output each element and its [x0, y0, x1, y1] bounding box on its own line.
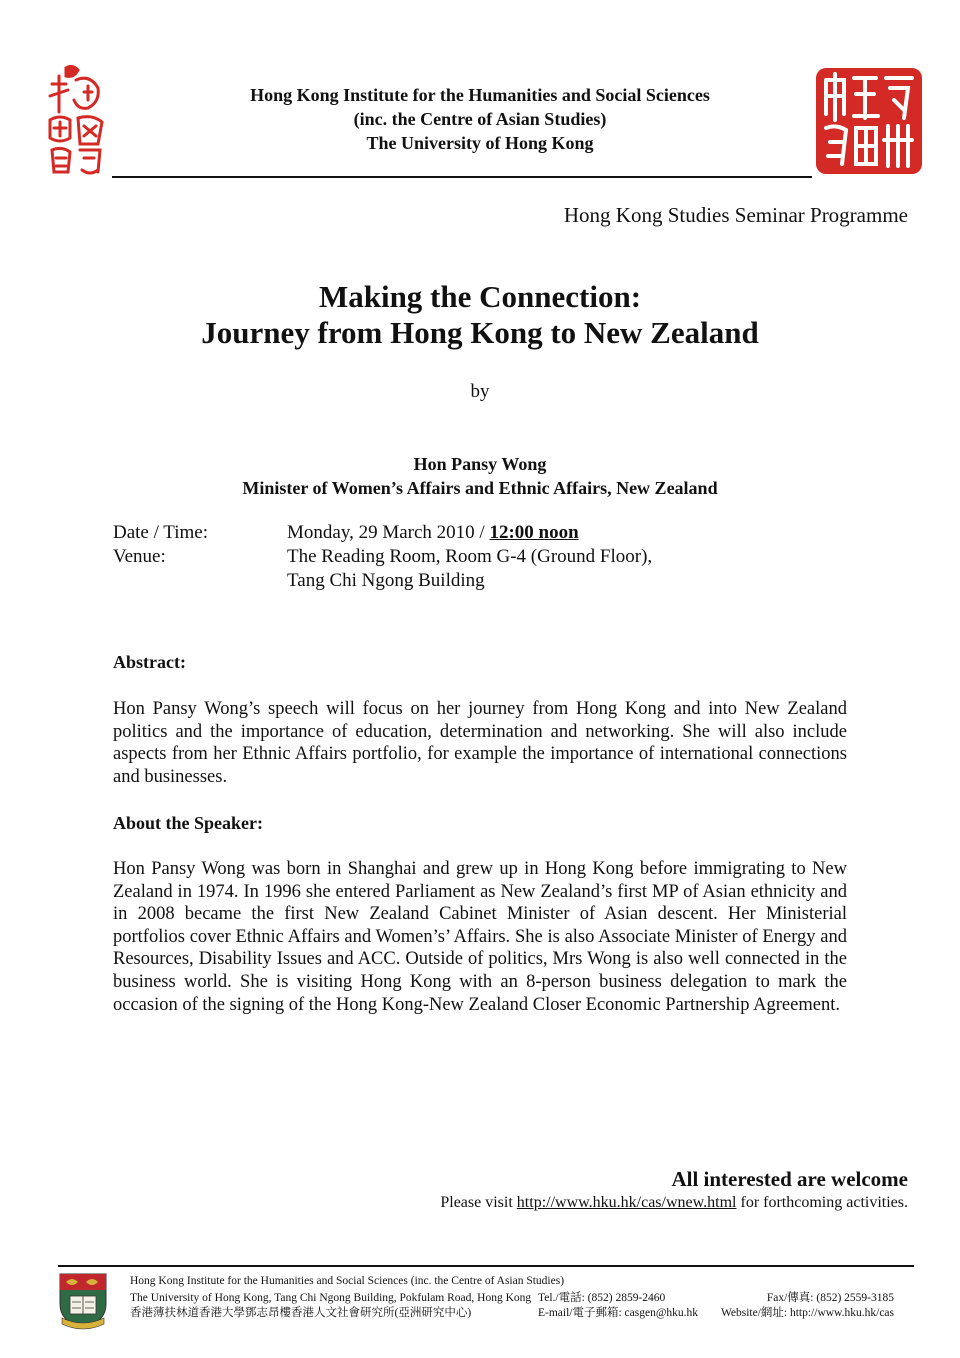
- activities-link[interactable]: http://www.hku.hk/cas/wnew.html: [516, 1194, 737, 1211]
- date-value: [287, 521, 579, 545]
- welcome-text: All interested are welcome: [671, 1167, 908, 1191]
- about-heading: About the Speaker:: [113, 813, 264, 833]
- footer-divider: [58, 1265, 914, 1267]
- footer-fax: Fax/傳真: (852) 2559-3185: [766, 1292, 894, 1304]
- date-label: Date / Time:: [113, 522, 209, 543]
- time-value: 12:00 noon: [489, 522, 579, 543]
- title-line-1: Making the Connection:: [318, 279, 642, 314]
- institute-subname: (inc. the Centre of Asian Studies): [353, 109, 607, 129]
- speaker-block: [0, 452, 960, 500]
- footer-address-chinese: 香港薄扶林道香港大學鄧志昂樓香港人文社會研究所(亞洲研究中心): [130, 1307, 472, 1319]
- visit-prefix: Please visit: [440, 1194, 517, 1211]
- about-text: Hon Pansy Wong was born in Shanghai and grew up in Hong Kong before immigrating to New Zealand in 1974. In 1996 she entered Parliament as New Zealand’s first MP of Asian ethnicity and in 2008 became the first New Zealand Cabinet Minister of Asian descent. Her Ministerial portfolios cover Ethnic Affairs and Women’s’ Affairs. She is also Associate Minister of Energy and Resources, Disability Issues and ACC. Outside of politics, Mrs Wong is also well connected in the business world. She is visiting Hong Kong with an 8-person business delegation to mark the occasion of the signing of the Hong Kong-New Zealand Closer Economic Partnership Agreement.: [113, 859, 847, 1015]
- footer-address: The University of Hong Kong, Tang Chi Ngong Building, Pokfulam Road, Hong Kong: [130, 1292, 532, 1304]
- speaker-position: Minister of Women’s Affairs and Ethnic Affairs, New Zealand: [242, 478, 718, 498]
- right-seal-logo: [814, 66, 924, 176]
- visit-suffix: for forthcoming activities.: [736, 1194, 908, 1211]
- date-text: Monday, 29 March 2010 /: [287, 522, 490, 543]
- abstract-text: Hon Pansy Wong’s speech will focus on her journey from Hong Kong and into New Zealand politics and the importance of education, determination and networking. She will also include aspects from her Ethnic Affairs portfolio, for example the importance of international connections and businesses.: [113, 699, 847, 787]
- seminar-title: [0, 279, 960, 351]
- venue-label: Venue:: [113, 546, 166, 567]
- venue-line-1: The Reading Room, Room G-4 (Ground Floor),: [287, 546, 653, 567]
- title-line-2: Journey from Hong Kong to New Zealand: [201, 315, 759, 350]
- programme-name: Hong Kong Studies Seminar Programme: [563, 203, 908, 227]
- venue-line-2: Tang Chi Ngong Building: [287, 570, 485, 591]
- visit-line: [440, 1194, 908, 1212]
- footer-institute: Hong Kong Institute for the Humanities and Social Sciences (inc. the Centre of Asian Studies): [130, 1275, 565, 1287]
- footer-email: E-mail/電子郵箱: casgen@hku.hk: [538, 1307, 699, 1319]
- institute-name: Hong Kong Institute for the Humanities and Social Sciences: [250, 85, 710, 105]
- abstract-heading: Abstract:: [113, 652, 186, 672]
- speaker-name: Hon Pansy Wong: [413, 454, 547, 474]
- footer-website: Website/網址: http://www.hku.hk/cas: [720, 1307, 894, 1319]
- by-label: by: [470, 381, 490, 402]
- left-seal-logo: [44, 62, 110, 182]
- hku-crest-logo: [58, 1272, 108, 1330]
- university-name: The University of Hong Kong: [366, 133, 594, 153]
- header-divider: [112, 176, 812, 178]
- footer-tel: Tel./電話: (852) 2859-2460: [538, 1292, 666, 1304]
